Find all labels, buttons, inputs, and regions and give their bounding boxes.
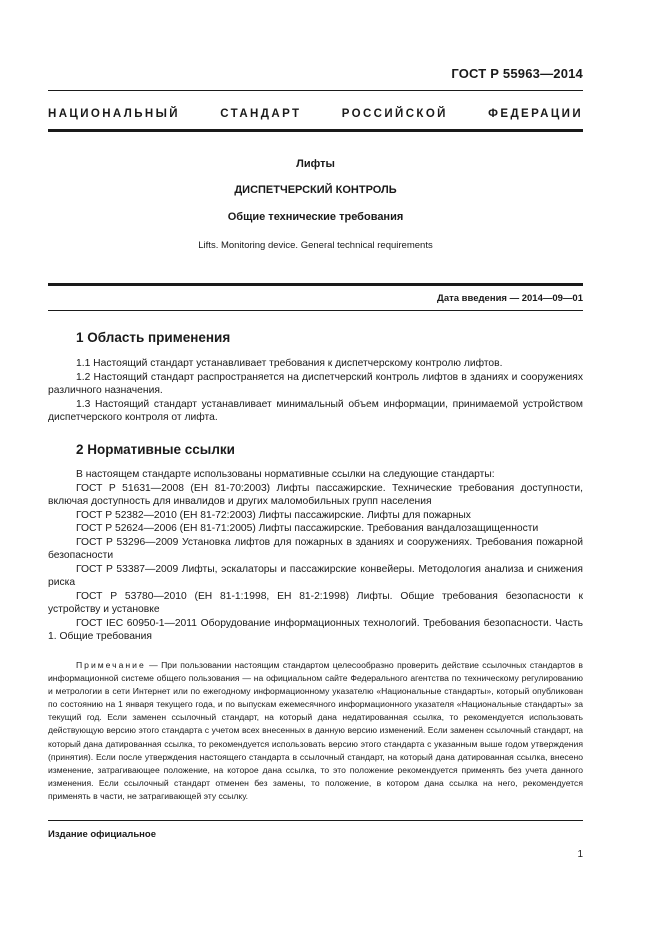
section-2-body: [48, 468, 583, 644]
references-intro: В настоящем стандарте использованы нормативные ссылки на следующие стандарты:: [76, 469, 495, 480]
reference-item: ГОСТ Р 51631—2008 (ЕН 81-70:2003) Лифты пассажирские. Технические требования доступности, включая доступность для инвалидов и других маломобильных групп населения: [48, 482, 583, 507]
footer-divider: [48, 820, 583, 821]
note-block: [48, 659, 583, 803]
edition-label: Издание официальное: [48, 829, 156, 840]
reference-item: ГОСТ IEC 60950-1—2011 Оборудование информационных технологий. Требования безопасности. Часть 1. Общие требования: [48, 617, 583, 642]
paragraph-1-2: 1.2 Настоящий стандарт распространяется на диспетчерский контроль лифтов в зданиях и сооружениях различного назначения.: [48, 371, 583, 396]
reference-item: ГОСТ Р 52382—2010 (ЕН 81-72:2003) Лифты пассажирские. Лифты для пожарных: [76, 509, 471, 521]
page-number: 1: [577, 849, 583, 860]
reference-item: ГОСТ Р 53780—2010 (ЕН 81-1:1998, ЕН 81-2:1998) Лифты. Общие требования безопасности к устройству и установке: [48, 590, 583, 615]
reference-item: ГОСТ Р 52624—2006 (ЕН 81-71:2005) Лифты пассажирские. Требования вандалозащищенности: [76, 523, 539, 534]
reference-item: ГОСТ Р 53296—2009 Установка лифтов для пожарных в зданиях и сооружениях. Требования пожарной безопасности: [48, 536, 583, 561]
title-english: Lifts. Monitoring device. General technical requirements: [198, 240, 433, 251]
title-line-2: ДИСПЕТЧЕРСКИЙ КОНТРОЛЬ: [234, 184, 397, 196]
reference-item: ГОСТ Р 53387—2009 Лифты, эскалаторы и пассажирские конвейеры. Методология анализа и снижения риска: [48, 563, 583, 588]
paragraph-1-1: 1.1 Настоящий стандарт устанавливает требования к диспетчерскому контролю лифтов.: [76, 358, 503, 369]
national-standard-banner: НАЦИОНАЛЬНЫЙ СТАНДАРТ РОССИЙСКОЙ ФЕДЕРАЦИИ: [48, 108, 583, 120]
intro-date: Дата введения — 2014—09—01: [437, 293, 583, 304]
section-2-heading: 2 Нормативные ссылки: [76, 442, 235, 457]
title-line-3: Общие технические требования: [227, 211, 404, 223]
section-1-body: [48, 357, 583, 425]
header-divider: [48, 90, 583, 91]
note-paragraph: [48, 659, 583, 803]
paragraph-1-3: 1.3 Настоящий стандарт устанавливает минимальный объем информации, принимаемой устройством диспетчерского контроля от лифта.: [48, 398, 583, 423]
note-text: — При пользовании настоящим стандартом целесообразно проверить действие ссылочных стандартов в информационной системе общего пользования — на официальном сайте Федерального агентства по техническому регулированию и метрологии в сети Интернет или по ежегодному информационному указателю «Национальные стандарты», который опубликован по состоянию на 1 января текущего года, и по выпускам ежемесячного информационного указателя «Национальные стандарты» за текущий год. Если заменен ссылочный стандарт, на который дана недатированная ссылка, то рекомендуется использовать действующую версию этого стандарта с учетом всех внесенных в данную версию изменений. Если заменен ссылочный стандарт, на который дана датированная ссылка, то рекомендуется использовать версию этого стандарта с указанным выше годом утверждения (принятия). Если после утверждения настоящего стандарта в ссылочный стандарт, на который дана датированная ссылка, внесено изменение, затрагивающее положение, на которое дана ссылка, то это положение рекомендуется применять без учета данного изменения. Если ссылочный стандарт отменен без замены, то положение, в котором дана ссылка на него, рекомендуется применять в части, не затрагивающей эту ссылку.: [48, 660, 584, 801]
title-divider: [48, 283, 583, 286]
title-line-1: Лифты: [296, 158, 335, 170]
document-code: ГОСТ Р 55963—2014: [451, 66, 583, 81]
note-label: Примечание: [76, 660, 146, 670]
section-1-heading: 1 Область применения: [76, 330, 231, 345]
date-divider: [48, 310, 583, 311]
banner-divider: [48, 129, 583, 132]
